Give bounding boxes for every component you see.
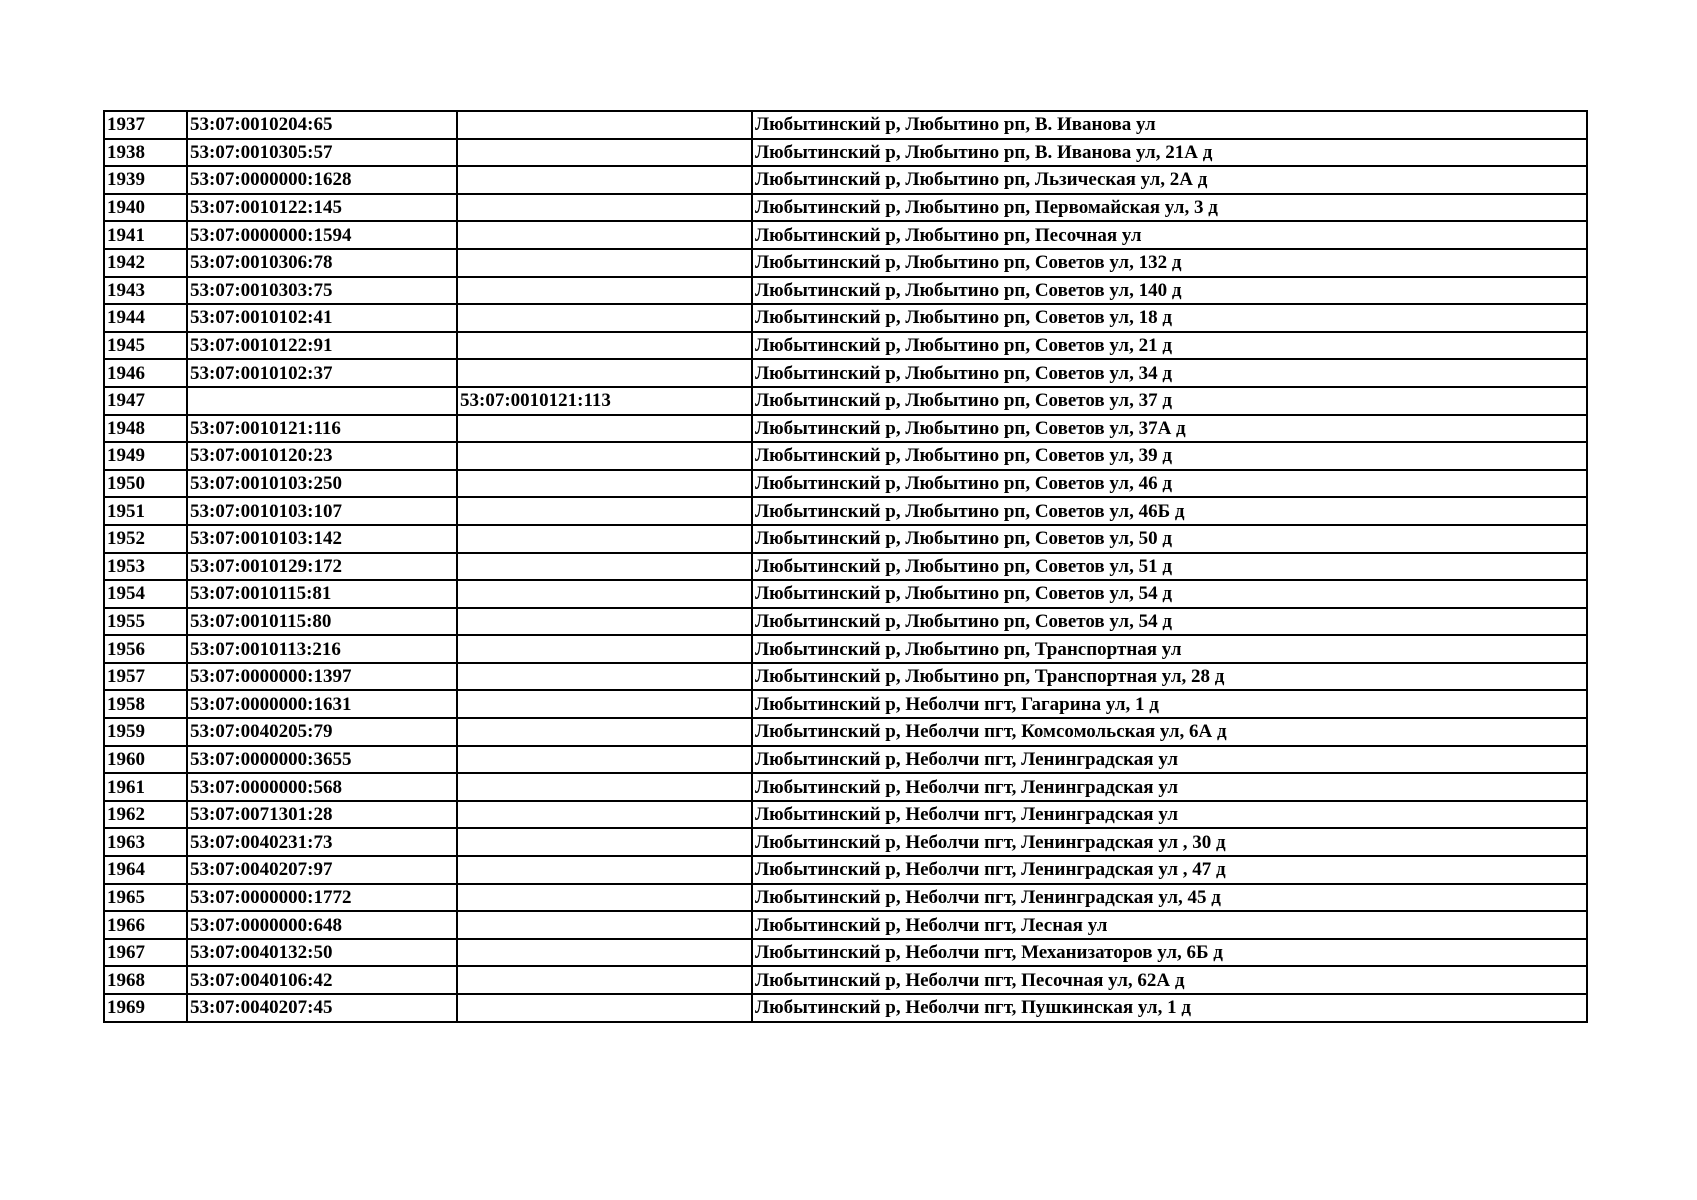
row-number-cell: 1944 [104,304,187,332]
secondary-cadastral-number-cell [457,801,752,829]
cadastral-number-cell: 53:07:0040106:42 [187,966,457,994]
address-cell: Любытинский р, Любытино рп, Транспортная ул [752,635,1587,663]
address-cell: Любытинский р, Неболчи пгт, Песочная ул, 62А д [752,966,1587,994]
secondary-cadastral-number-cell [457,690,752,718]
secondary-cadastral-number-cell [457,856,752,884]
address-cell: Любытинский р, Любытино рп, Советов ул, 21 д [752,332,1587,360]
row-number-cell: 1954 [104,580,187,608]
cadastral-number-cell: 53:07:0040207:45 [187,994,457,1022]
row-number-cell: 1949 [104,442,187,470]
secondary-cadastral-number-cell [457,911,752,939]
address-cell: Любытинский р, Неболчи пгт, Ленинградская ул, 45 д [752,884,1587,912]
table-row [104,635,1587,663]
cadastral-number-cell: 53:07:0010120:23 [187,442,457,470]
table-row [104,415,1587,443]
cadastral-number-cell: 53:07:0000000:1631 [187,690,457,718]
secondary-cadastral-number-cell [457,663,752,691]
row-number-cell: 1959 [104,718,187,746]
cadastral-number-cell: 53:07:0071301:28 [187,801,457,829]
table-row [104,497,1587,525]
cadastral-number-cell: 53:07:0010113:216 [187,635,457,663]
row-number-cell: 1966 [104,911,187,939]
table-row [104,746,1587,774]
table-row [104,911,1587,939]
address-cell: Любытинский р, Неболчи пгт, Ленинградская ул [752,746,1587,774]
registry-table-body [104,111,1587,1022]
table-row [104,994,1587,1022]
address-cell: Любытинский р, Неболчи пгт, Ленинградская ул [752,801,1587,829]
secondary-cadastral-number-cell [457,553,752,581]
address-cell: Любытинский р, Любытино рп, Советов ул, 50 д [752,525,1587,553]
table-row [104,663,1587,691]
cadastral-number-cell: 53:07:0010102:37 [187,359,457,387]
address-cell: Любытинский р, Любытино рп, Советов ул, 37 д [752,387,1587,415]
address-cell: Любытинский р, Любытино рп, Советов ул, 54 д [752,580,1587,608]
secondary-cadastral-number-cell [457,415,752,443]
address-cell: Любытинский р, Любытино рп, Советов ул, 140 д [752,277,1587,305]
secondary-cadastral-number-cell [457,746,752,774]
secondary-cadastral-number-cell [457,194,752,222]
secondary-cadastral-number-cell [457,111,752,139]
table-row [104,718,1587,746]
table-row [104,442,1587,470]
row-number-cell: 1957 [104,663,187,691]
table-row [104,966,1587,994]
cadastral-number-cell: 53:07:0010115:81 [187,580,457,608]
table-row [104,470,1587,498]
cadastral-number-cell: 53:07:0000000:3655 [187,746,457,774]
row-number-cell: 1955 [104,608,187,636]
address-cell: Любытинский р, Любытино рп, В. Иванова ул, 21А д [752,139,1587,167]
cadastral-number-cell: 53:07:0010122:145 [187,194,457,222]
row-number-cell: 1963 [104,828,187,856]
address-cell: Любытинский р, Любытино рп, Песочная ул [752,221,1587,249]
address-cell: Любытинский р, Любытино рп, Советов ул, 54 д [752,608,1587,636]
cadastral-number-cell: 53:07:0000000:1397 [187,663,457,691]
table-row [104,221,1587,249]
cadastral-number-cell: 53:07:0010121:116 [187,415,457,443]
row-number-cell: 1937 [104,111,187,139]
secondary-cadastral-number-cell: 53:07:0010121:113 [457,387,752,415]
address-cell: Любытинский р, Любытино рп, Советов ул, 37А д [752,415,1587,443]
address-cell: Любытинский р, Любытино рп, Первомайская ул, 3 д [752,194,1587,222]
row-number-cell: 1941 [104,221,187,249]
secondary-cadastral-number-cell [457,994,752,1022]
address-cell: Любытинский р, Неболчи пгт, Комсомольская ул, 6А д [752,718,1587,746]
row-number-cell: 1939 [104,166,187,194]
cadastral-number-cell: 53:07:0000000:648 [187,911,457,939]
registry-table [103,110,1588,1023]
secondary-cadastral-number-cell [457,884,752,912]
table-row [104,332,1587,360]
table-row [104,194,1587,222]
row-number-cell: 1938 [104,139,187,167]
secondary-cadastral-number-cell [457,139,752,167]
secondary-cadastral-number-cell [457,635,752,663]
secondary-cadastral-number-cell [457,828,752,856]
cadastral-number-cell: 53:07:0010305:57 [187,139,457,167]
address-cell: Любытинский р, Любытино рп, Советов ул, 51 д [752,553,1587,581]
cadastral-number-cell: 53:07:0010306:78 [187,249,457,277]
cadastral-number-cell: 53:07:0010129:172 [187,553,457,581]
cadastral-number-cell: 53:07:0010115:80 [187,608,457,636]
row-number-cell: 1940 [104,194,187,222]
address-cell: Любытинский р, Неболчи пгт, Ленинградская ул , 47 д [752,856,1587,884]
row-number-cell: 1951 [104,497,187,525]
cadastral-number-cell: 53:07:0010204:65 [187,111,457,139]
table-row [104,801,1587,829]
row-number-cell: 1964 [104,856,187,884]
cadastral-number-cell: 53:07:0010303:75 [187,277,457,305]
table-row [104,387,1587,415]
cadastral-number-cell: 53:07:0010103:142 [187,525,457,553]
secondary-cadastral-number-cell [457,249,752,277]
address-cell: Любытинский р, Любытино рп, Советов ул, 46 д [752,470,1587,498]
address-cell: Любытинский р, Любытино рп, Советов ул, 46Б д [752,497,1587,525]
address-cell: Любытинский р, Любытино рп, Советов ул, 34 д [752,359,1587,387]
table-row [104,939,1587,967]
row-number-cell: 1945 [104,332,187,360]
table-row [104,773,1587,801]
secondary-cadastral-number-cell [457,525,752,553]
cadastral-number-cell: 53:07:0040132:50 [187,939,457,967]
secondary-cadastral-number-cell [457,966,752,994]
cadastral-number-cell: 53:07:0010103:250 [187,470,457,498]
table-row [104,249,1587,277]
cadastral-number-cell: 53:07:0000000:1772 [187,884,457,912]
row-number-cell: 1947 [104,387,187,415]
table-row [104,580,1587,608]
cadastral-number-cell: 53:07:0000000:1594 [187,221,457,249]
table-row [104,277,1587,305]
row-number-cell: 1960 [104,746,187,774]
secondary-cadastral-number-cell [457,939,752,967]
row-number-cell: 1967 [104,939,187,967]
secondary-cadastral-number-cell [457,718,752,746]
address-cell: Любытинский р, Неболчи пгт, Гагарина ул, 1 д [752,690,1587,718]
cadastral-number-cell: 53:07:0000000:1628 [187,166,457,194]
table-row [104,856,1587,884]
secondary-cadastral-number-cell [457,304,752,332]
table-row [104,359,1587,387]
address-cell: Любытинский р, Неболчи пгт, Ленинградская ул [752,773,1587,801]
address-cell: Любытинский р, Неболчи пгт, Пушкинская ул, 1 д [752,994,1587,1022]
secondary-cadastral-number-cell [457,277,752,305]
row-number-cell: 1952 [104,525,187,553]
row-number-cell: 1948 [104,415,187,443]
row-number-cell: 1962 [104,801,187,829]
secondary-cadastral-number-cell [457,332,752,360]
row-number-cell: 1950 [104,470,187,498]
secondary-cadastral-number-cell [457,166,752,194]
table-row [104,111,1587,139]
row-number-cell: 1968 [104,966,187,994]
row-number-cell: 1969 [104,994,187,1022]
cadastral-number-cell [187,387,457,415]
secondary-cadastral-number-cell [457,773,752,801]
address-cell: Любытинский р, Любытино рп, Советов ул, 18 д [752,304,1587,332]
cadastral-number-cell: 53:07:0040205:79 [187,718,457,746]
secondary-cadastral-number-cell [457,221,752,249]
address-cell: Любытинский р, Неболчи пгт, Лесная ул [752,911,1587,939]
row-number-cell: 1943 [104,277,187,305]
secondary-cadastral-number-cell [457,608,752,636]
table-row [104,304,1587,332]
cadastral-number-cell: 53:07:0010122:91 [187,332,457,360]
address-cell: Любытинский р, Неболчи пгт, Ленинградская ул , 30 д [752,828,1587,856]
address-cell: Любытинский р, Любытино рп, Советов ул, 132 д [752,249,1587,277]
row-number-cell: 1965 [104,884,187,912]
address-cell: Любытинский р, Любытино рп, В. Иванова ул [752,111,1587,139]
secondary-cadastral-number-cell [457,470,752,498]
secondary-cadastral-number-cell [457,580,752,608]
table-row [104,690,1587,718]
cadastral-number-cell: 53:07:0040231:73 [187,828,457,856]
row-number-cell: 1953 [104,553,187,581]
secondary-cadastral-number-cell [457,497,752,525]
table-row [104,525,1587,553]
address-cell: Любытинский р, Неболчи пгт, Механизаторов ул, 6Б д [752,939,1587,967]
address-cell: Любытинский р, Любытино рп, Льзическая ул, 2А д [752,166,1587,194]
row-number-cell: 1946 [104,359,187,387]
table-row [104,828,1587,856]
table-row [104,608,1587,636]
table-row [104,139,1587,167]
address-cell: Любытинский р, Любытино рп, Транспортная ул, 28 д [752,663,1587,691]
row-number-cell: 1958 [104,690,187,718]
cadastral-number-cell: 53:07:0010102:41 [187,304,457,332]
cadastral-number-cell: 53:07:0000000:568 [187,773,457,801]
table-row [104,166,1587,194]
secondary-cadastral-number-cell [457,442,752,470]
address-cell: Любытинский р, Любытино рп, Советов ул, 39 д [752,442,1587,470]
row-number-cell: 1956 [104,635,187,663]
cadastral-number-cell: 53:07:0040207:97 [187,856,457,884]
row-number-cell: 1942 [104,249,187,277]
row-number-cell: 1961 [104,773,187,801]
secondary-cadastral-number-cell [457,359,752,387]
cadastral-number-cell: 53:07:0010103:107 [187,497,457,525]
table-row [104,553,1587,581]
table-row [104,884,1587,912]
